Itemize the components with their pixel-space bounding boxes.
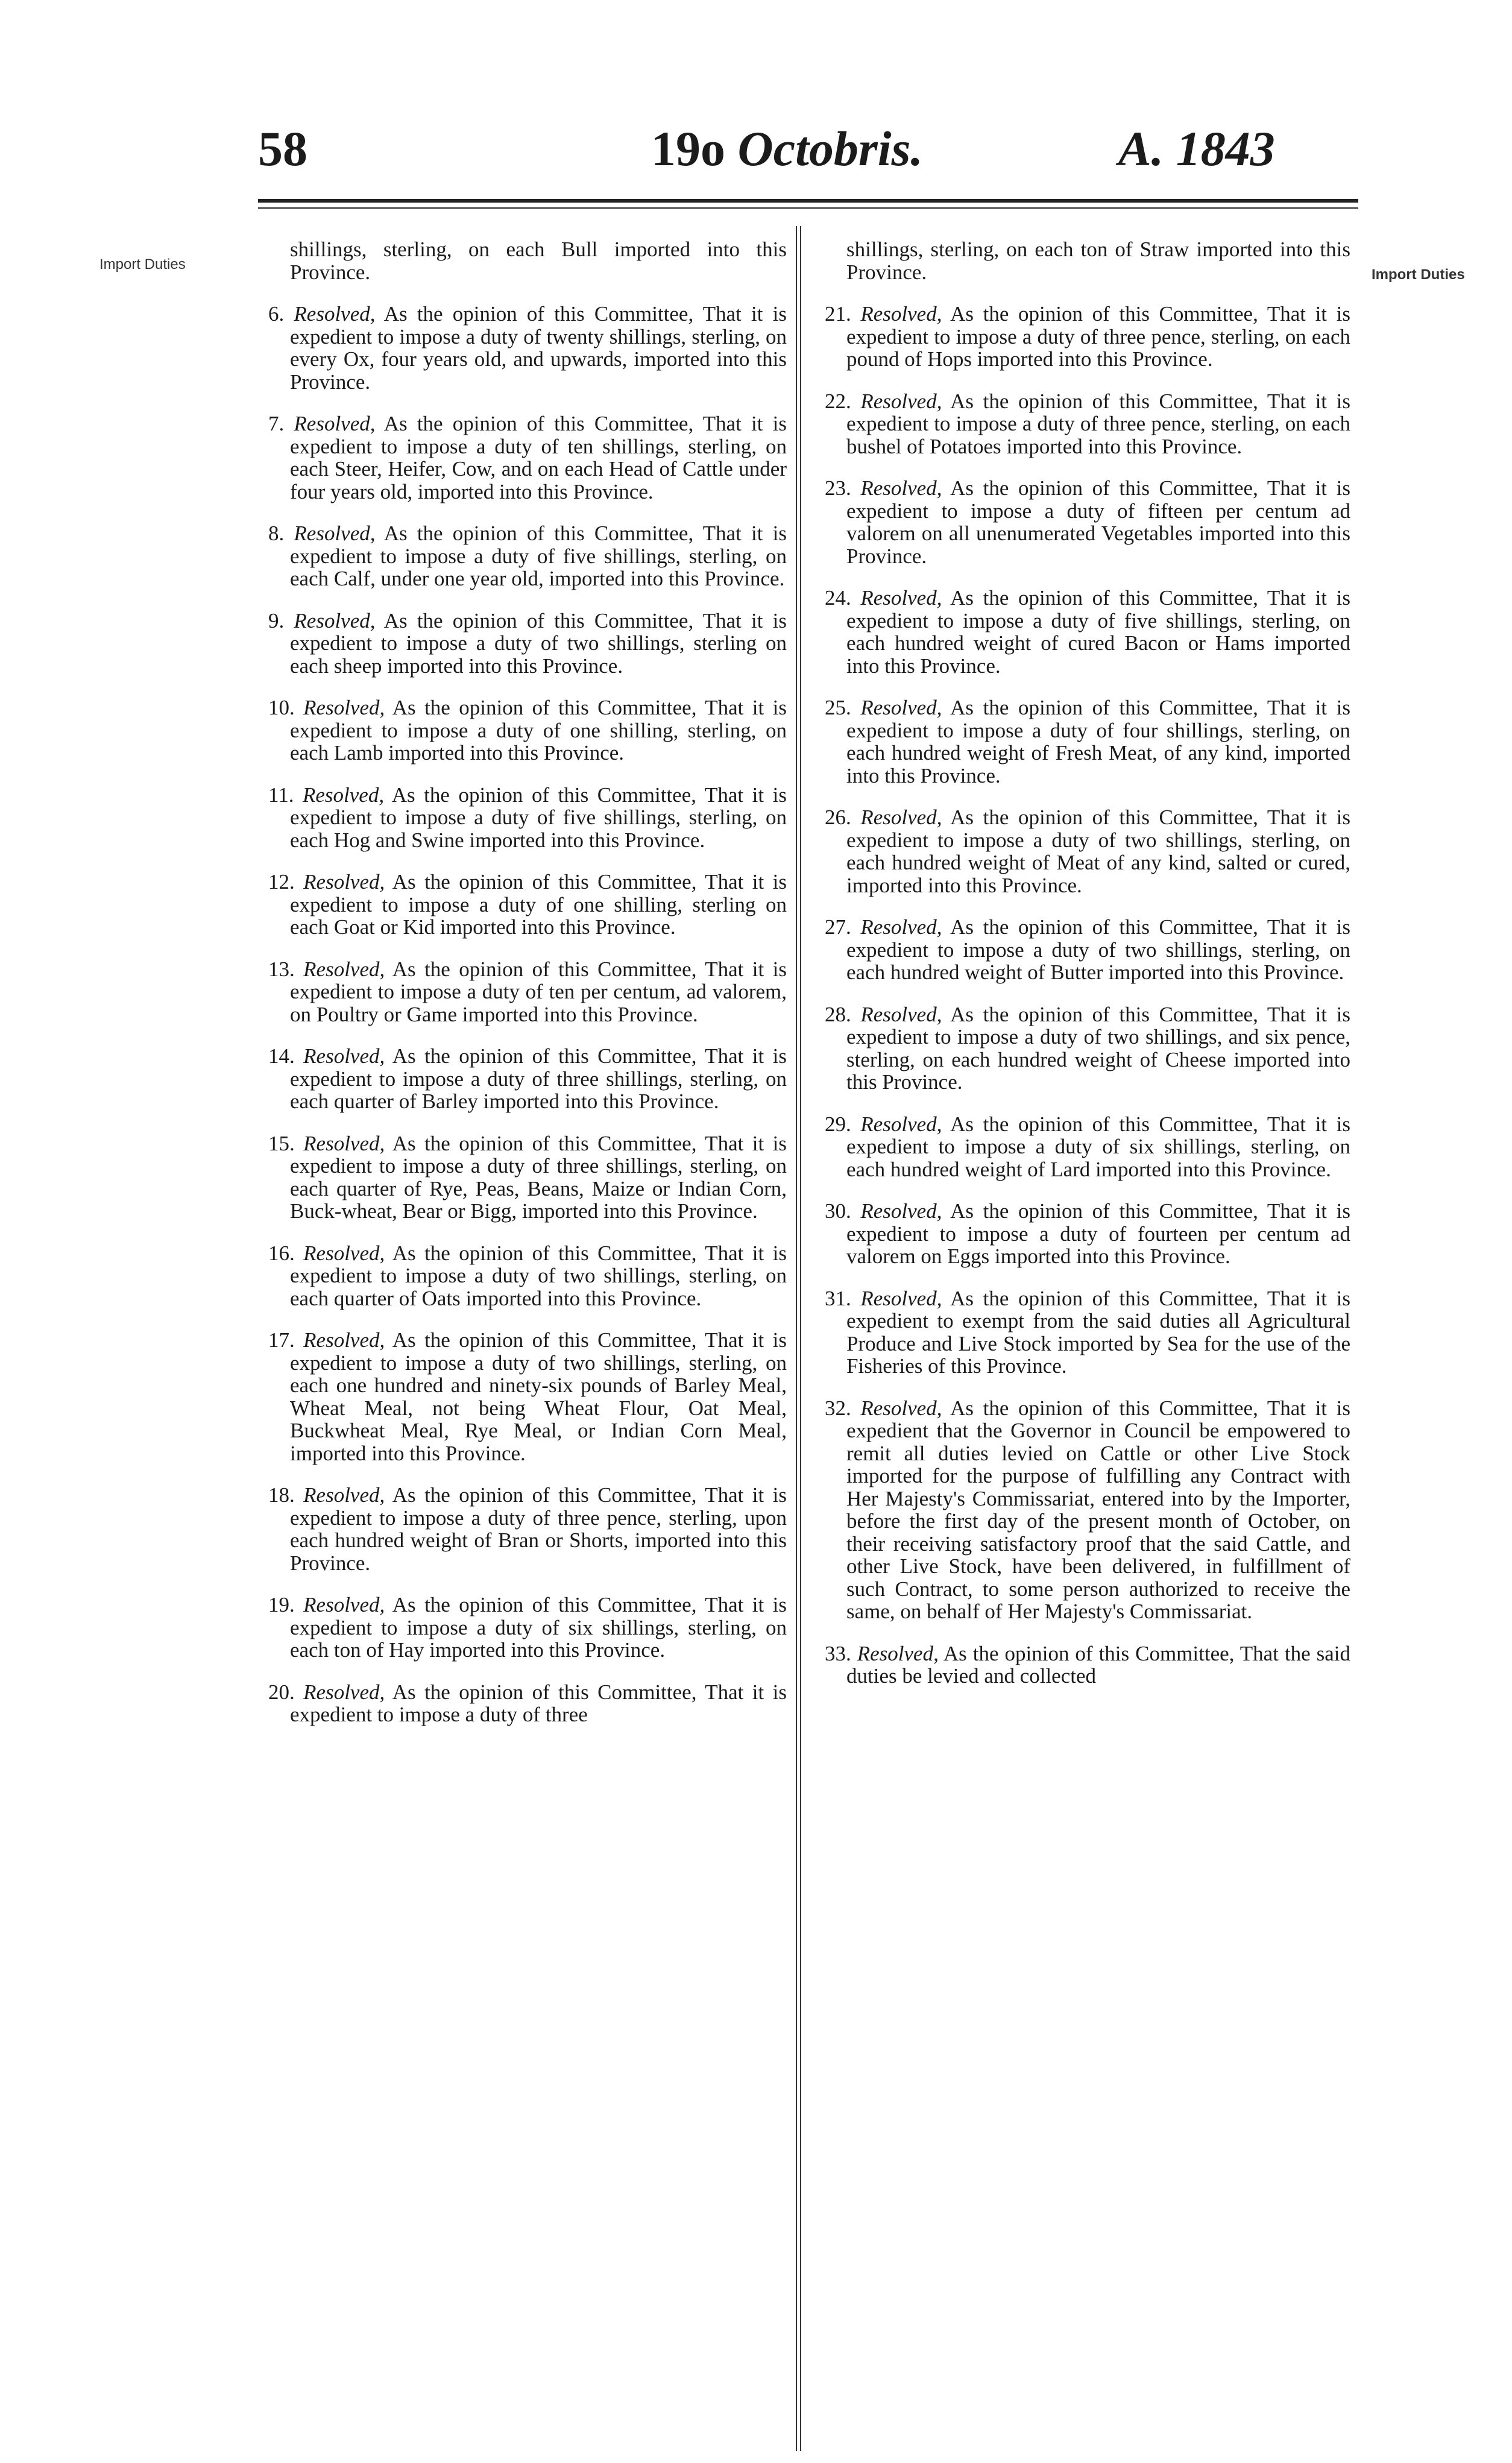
resolution-text: As the opinion of this Committee, That it is expedient to impose a duty of twenty shillings, sterling, on every Ox, four years old, and upwards, imported into this Province.: [290, 302, 787, 394]
resolution-text: As the opinion of this Committee, That it is expedient to impose a duty of three: [290, 1680, 787, 1726]
resolution-text: As the opinion of this Committee, That it is expedient to impose a duty of six shillings, sterling, on each ton of Hay imported into this Province.: [290, 1593, 787, 1662]
resolution-paragraph: [825, 477, 1350, 567]
resolution-number: 27.: [825, 915, 851, 939]
resolved-word: Resolved,: [860, 806, 942, 829]
resolution-paragraph: [268, 412, 787, 503]
page-date: [651, 121, 923, 177]
resolution-text: As the opinion of this Committee, That it is expedient to impose a duty of three shillings, sterling, on each quarter of Rye, Peas, Beans, Maize or Indian Corn, Buck-wheat, Bear or Bigg, imported into this Province.: [290, 1131, 787, 1223]
resolved-word: Resolved,: [303, 1328, 385, 1352]
resolution-paragraph: [268, 958, 787, 1026]
resolved-word: Resolved,: [860, 1199, 942, 1223]
resolution-number: 29.: [825, 1112, 851, 1136]
resolved-word: Resolved,: [294, 608, 376, 632]
resolution-paragraph: [825, 1113, 1350, 1181]
resolved-word: Resolved,: [303, 1483, 385, 1507]
resolution-paragraph: [268, 696, 787, 765]
resolution-text: As the opinion of this Committee, That it is expedient to impose a duty of ten shillings, sterling, on each Steer, Heifer, Cow, and on each Head of Cattle under four years old, imported into this Province.: [290, 412, 787, 503]
resolved-word: Resolved,: [860, 1112, 942, 1136]
resolution-number: 15.: [268, 1131, 295, 1155]
resolution-number: 10.: [268, 696, 295, 719]
resolution-paragraph: [268, 784, 787, 852]
resolution-number: 14.: [268, 1044, 295, 1068]
resolution-number: 31.: [825, 1286, 851, 1310]
page-number: 58: [258, 121, 307, 176]
resolved-word: Resolved,: [303, 783, 385, 807]
resolution-text: As the opinion of this Committee, That it is expedient to impose a duty of two shillings, sterling, on each hundred weight of Meat of any kind, salted or cured, imported into this Province.: [846, 806, 1350, 897]
resolution-text: As the opinion of this Committee, That it is expedient to impose a duty of three pence, sterling, upon each hundred weight of Bran or Shorts, imported into this Province.: [290, 1483, 787, 1575]
resolution-number: 11.: [268, 783, 294, 807]
resolution-text: As the opinion of this Committee, That it is expedient to impose a duty of three pence, sterling, on each bushel of Potatoes imported into this Province.: [846, 389, 1350, 458]
resolution-text: As the opinion of this Committee, That it is expedient to impose a duty of five shillings, sterling, on each Hog and Swine imported into this Province.: [290, 783, 787, 852]
resolution-number: 26.: [825, 806, 851, 829]
resolution-number: 17.: [268, 1328, 295, 1352]
resolved-word: Resolved,: [303, 957, 385, 981]
resolution-number: 28.: [825, 1002, 851, 1026]
resolution-text: As the opinion of this Committee, That the said duties be levied and collected: [846, 1641, 1350, 1688]
resolution-number: 9.: [268, 608, 285, 632]
resolved-word: Resolved,: [294, 522, 376, 545]
resolution-number: 24.: [825, 586, 851, 610]
header-rule-thin: [258, 207, 1358, 209]
resolution-text: As the opinion of this Committee, That it is expedient to impose a duty of two shillings, sterling, on each one hundred and ninety-six pounds of Barley Meal, Wheat Meal, not being Wheat Flour, Oat Meal, Buckwheat Meal, Rye Meal, or Indian Corn Meal, imported into this Province.: [290, 1328, 787, 1465]
resolution-text: As the opinion of this Committee, That it is expedient to exempt from the said duties all Agricultural Produce and Live Stock imported by Sea for the use of the Fisheries of this Province.: [846, 1286, 1350, 1378]
resolution-number: 25.: [825, 696, 851, 719]
resolution-text: As the opinion of this Committee, That it is expedient to impose a duty of fifteen per centum ad valorem on all unenumerated Vegetables imported into this Province.: [846, 476, 1350, 568]
resolved-word: Resolved,: [303, 1680, 385, 1704]
resolved-word: Resolved,: [860, 1396, 942, 1420]
resolved-word: Resolved,: [860, 1286, 942, 1310]
resolution-paragraph: [268, 1045, 787, 1113]
resolution-paragraph: [825, 303, 1350, 371]
resolution-paragraph: [268, 1132, 787, 1223]
resolved-word: Resolved,: [303, 1131, 385, 1155]
resolved-word: Resolved,: [860, 389, 942, 413]
page-header: [0, 121, 1512, 193]
resolved-word: Resolved,: [860, 586, 942, 610]
resolution-text: As the opinion of this Committee, That it is expedient to impose a duty of two shillings, sterling, on each hundred weight of Butter imported into this Province.: [846, 915, 1350, 984]
resolution-number: 30.: [825, 1199, 851, 1223]
resolution-paragraph: [268, 1329, 787, 1465]
resolved-word: Resolved,: [860, 915, 942, 939]
margin-note-right: Import Duties: [1372, 266, 1465, 283]
resolution-number: 33.: [825, 1641, 851, 1665]
resolution-paragraph: [825, 696, 1350, 787]
margin-note-left: Import Duties: [99, 256, 186, 273]
resolution-text: As the opinion of this Committee, That it is expedient that the Governor in Council be empowered to remit all duties levied on Cattle or other Live Stock imported for the purpose of fulfilling any Contract with Her Majesty's Commissariat, entered into by the Importer, before the first day of the present month of October, on their receiving satisfactory proof that the said Cattle, and other Live Stock, have been delivered, in fulfillment of such Contract, to some person authorized to receive the same, on behalf of Her Majesty's Commissariat.: [846, 1396, 1350, 1623]
resolution-number: 12.: [268, 870, 295, 894]
resolution-paragraph: [825, 1287, 1350, 1378]
resolution-paragraph: [825, 1642, 1350, 1688]
resolution-paragraph: [825, 1200, 1350, 1268]
resolution-paragraph: [268, 610, 787, 678]
resolution-paragraph: [825, 806, 1350, 897]
resolution-number: 19.: [268, 1593, 295, 1616]
column-divider: [796, 226, 801, 2451]
resolution-paragraph: [268, 1484, 787, 1574]
resolved-word: Resolved,: [857, 1641, 939, 1665]
resolved-word: Resolved,: [303, 1241, 385, 1265]
resolution-number: 20.: [268, 1680, 295, 1704]
resolution-paragraph: [825, 1003, 1350, 1094]
resolution-paragraph: [268, 1594, 787, 1662]
resolution-number: 6.: [268, 302, 285, 326]
resolved-word: Resolved,: [860, 1002, 942, 1026]
resolution-paragraph: [268, 522, 787, 590]
resolution-number: 32.: [825, 1396, 851, 1420]
resolution-text: As the opinion of this Committee, That it is expedient to impose a duty of two shillings, sterling on each sheep imported into this Province.: [290, 608, 787, 678]
right-column: [825, 238, 1350, 1707]
resolution-paragraph: [825, 587, 1350, 677]
resolved-word: Resolved,: [860, 476, 942, 500]
resolution-text: As the opinion of this Committee, That it is expedient to impose a duty of three shillings, sterling, on each quarter of Barley imported into this Province.: [290, 1044, 787, 1113]
resolution-text: As the opinion of this Committee, That it is expedient to impose a duty of ten per centum, ad valorem, on Poultry or Game imported into this Province.: [290, 957, 787, 1026]
resolution-paragraph: [268, 1242, 787, 1310]
resolved-word: Resolved,: [294, 302, 376, 326]
resolution-number: 21.: [825, 302, 851, 326]
resolved-word: Resolved,: [303, 1044, 385, 1068]
header-rule-thick: [258, 199, 1358, 203]
resolution-number: 7.: [268, 412, 285, 435]
date-day: 19o: [651, 121, 725, 176]
resolution-paragraph: [268, 303, 787, 393]
resolution-text: As the opinion of this Committee, That it is expedient to impose a duty of five shillings, sterling, on each Calf, under one year old, imported into this Province.: [290, 522, 787, 590]
resolution-text: As the opinion of this Committee, That it is expedient to impose a duty of five shillings, sterling, on each hundred weight of cured Bacon or Hams imported into this Province.: [846, 586, 1350, 678]
resolved-word: Resolved,: [860, 302, 942, 326]
resolved-word: Resolved,: [303, 696, 385, 719]
resolution-number: 16.: [268, 1241, 295, 1265]
continuation-text: shillings, sterling, on each ton of Straw imported into this Province.: [846, 238, 1350, 284]
resolution-number: 18.: [268, 1483, 295, 1507]
continuation-text: shillings, sterling, on each Bull imported into this Province.: [290, 238, 787, 284]
resolution-paragraph: [825, 390, 1350, 458]
resolved-word: Resolved,: [303, 870, 385, 894]
resolution-paragraph: [825, 916, 1350, 984]
resolved-word: Resolved,: [294, 412, 376, 435]
resolution-number: 22.: [825, 389, 851, 413]
left-column: [268, 238, 787, 1746]
resolution-number: 8.: [268, 522, 285, 545]
page-year: A. 1843: [1118, 121, 1275, 176]
resolution-paragraph: [268, 871, 787, 939]
resolution-text: As the opinion of this Committee, That it is expedient to impose a duty of four shillings, sterling, on each hundred weight of Fresh Meat, of any kind, imported into this Province.: [846, 696, 1350, 787]
resolution-text: As the opinion of this Committee, That it is expedient to impose a duty of six shillings, sterling, on each hundred weight of Lard imported into this Province.: [846, 1112, 1350, 1181]
resolution-text: As the opinion of this Committee, That it is expedient to impose a duty of two shillings, and six pence, sterling, on each hundred weight of Cheese imported into this Province.: [846, 1002, 1350, 1094]
resolution-text: As the opinion of this Committee, That it is expedient to impose a duty of fourteen per centum ad valorem on Eggs imported into this Province.: [846, 1199, 1350, 1268]
resolution-number: 13.: [268, 957, 295, 981]
resolution-text: As the opinion of this Committee, That it is expedient to impose a duty of one shilling, sterling on each Goat or Kid imported into this Province.: [290, 870, 787, 939]
resolution-text: As the opinion of this Committee, That it is expedient to impose a duty of two shillings, sterling, on each quarter of Oats imported into this Province.: [290, 1241, 787, 1310]
date-month: Octobris.: [737, 121, 923, 176]
resolution-paragraph: [825, 1397, 1350, 1623]
resolution-paragraph: [268, 1681, 787, 1726]
resolved-word: Resolved,: [303, 1593, 385, 1616]
resolved-word: Resolved,: [860, 696, 942, 719]
resolution-text: As the opinion of this Committee, That it is expedient to impose a duty of three pence, sterling, on each pound of Hops imported into this Province.: [846, 302, 1350, 371]
resolution-text: As the opinion of this Committee, That it is expedient to impose a duty of one shilling, sterling, on each Lamb imported into this Province.: [290, 696, 787, 765]
resolution-number: 23.: [825, 476, 851, 500]
